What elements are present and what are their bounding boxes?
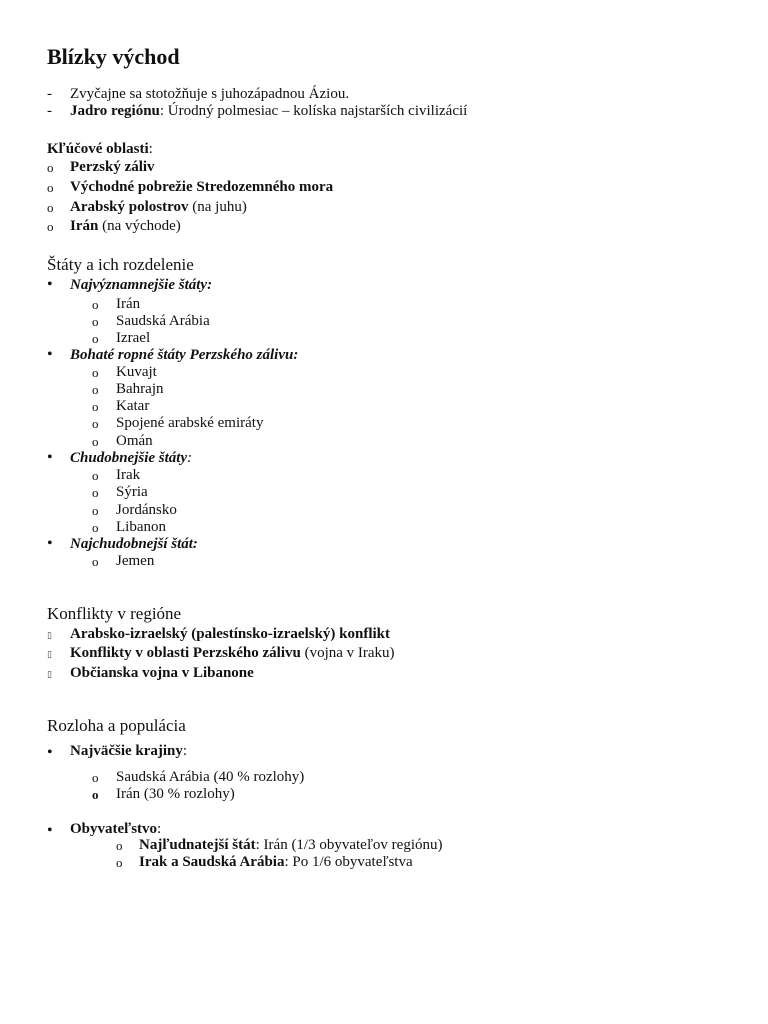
circle-bullet-icon: o [92, 503, 99, 518]
circle-bullet-icon: o [116, 838, 123, 853]
circle-bullet-icon: o [92, 468, 99, 483]
circle-bullet-icon: o [47, 219, 54, 234]
states-heading: Štáty a ich rozdelenie [47, 255, 194, 274]
intro-bold: Jadro regiónu [70, 103, 160, 119]
bullet-icon: • [47, 535, 53, 552]
circle-bullet-icon: o [92, 297, 99, 312]
circle-bullet-icon: o [47, 180, 54, 195]
square-bullet-icon: ▯ [47, 630, 52, 640]
circle-bullet-icon: o [116, 855, 123, 870]
page-title: Blízky východ [47, 44, 180, 69]
circle-bullet-icon: o [92, 770, 99, 785]
square-bullet-icon: ▯ [47, 649, 52, 659]
circle-bullet-icon: o [92, 416, 99, 431]
circle-bullet-icon: o [92, 399, 99, 414]
bullet-icon: • [47, 744, 53, 761]
conflicts-heading: Konflikty v regióne [47, 604, 182, 623]
intro-text: : Úrodný polmesiac – kolíska najstarších civilizácií [159, 103, 468, 119]
population-heading: Rozloha a populácia [47, 716, 186, 735]
dash-marker: - [47, 86, 52, 102]
circle-bullet-icon: o [92, 554, 99, 569]
circle-bullet-icon: o [92, 382, 99, 397]
circle-bullet-icon: o [92, 434, 99, 449]
bullet-icon: • [47, 276, 53, 293]
dash-marker: - [47, 103, 52, 119]
circle-bullet-icon: o [47, 200, 54, 215]
key-areas-heading: Kľúčové oblasti: [47, 141, 153, 157]
circle-bullet-icon: o [92, 314, 99, 329]
bullet-icon: • [47, 346, 53, 363]
intro-text: Zvyčajne sa stotožňuje s juhozápadnou Áziou. [70, 86, 350, 102]
circle-bullet-icon: o [92, 520, 99, 535]
circle-bullet-icon: o [92, 365, 99, 380]
circle-bullet-icon: o [47, 160, 54, 175]
square-bullet-icon: ▯ [47, 669, 52, 679]
bullet-icon: • [47, 449, 53, 466]
circle-bullet-icon: o [92, 787, 99, 802]
circle-bullet-icon: o [92, 485, 99, 500]
circle-bullet-icon: o [92, 331, 99, 346]
bullet-icon: • [47, 822, 53, 839]
